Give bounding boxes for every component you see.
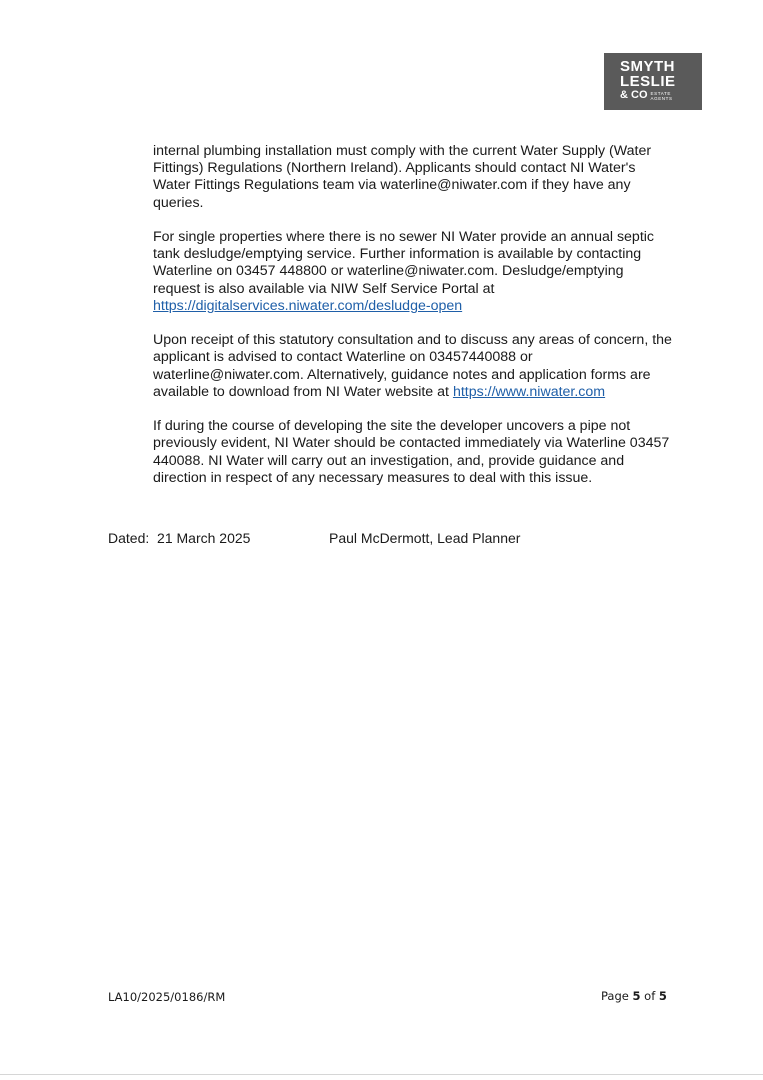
logo-co: & CO [620,89,648,101]
page-label: Page [601,989,629,1003]
bottom-divider [0,1074,763,1075]
dated-value: 21 March 2025 [157,530,251,546]
logo-tagline: ESTATE AGENTS [650,90,673,101]
signatory: Paul McDermott, Lead Planner [329,530,521,546]
paragraph-septic-tank-text: For single properties where there is no sewer NI Water provide an annual septic tank desludge/emptying service. Further information is available by contacting Waterline on 03457 448800 or waterline@niwater.com. Desludge/emptying request is also available via NIW Self Service Portal at [153,229,655,297]
desludge-portal-link[interactable]: https://digitalservices.niwater.com/desludge-open [153,297,463,314]
niwater-website-link[interactable]: https://www.niwater.com [452,383,606,400]
company-logo [604,53,702,110]
reference-number: LA10/2025/0186/RM [108,990,226,1004]
page-total: 5 [658,989,667,1003]
paragraph-plumbing: internal plumbing installation must comply with the current Water Supply (Water Fittings) Regulations (Northern Ireland). Applicants should contact NI Water's Water Fittings Regulations team via waterline@niwater.com if they have any queries. [153,143,652,211]
letter-body [153,143,673,504]
paragraph-septic-tank [153,229,673,315]
paragraph-consultation [153,332,673,401]
logo-line-2: LESLIE [620,73,676,90]
page-of: of [644,989,656,1003]
logo-line-3 [620,90,702,101]
dated-label: Dated: [108,530,150,546]
page-current: 5 [632,989,641,1003]
paragraph-consultation-text: Upon receipt of this statutory consultation and to discuss any areas of concern, the applicant is advised to contact Waterline on 03457440088 or waterline@niwater.com. Alternatively, guidance notes and application forms are available to download from NI Water website at [153,332,672,400]
dated-line [108,530,250,547]
logo-line-1: SMYTH [620,58,675,75]
page-number [601,989,667,1003]
paragraph-pipe-discovery: If during the course of developing the site the developer uncovers a pipe not previously evident, NI Water should be contacted immediately via Waterline 03457 440088. NI Water will carry out an investigation, and, provide guidance and direction in respect of any necessary measures to deal with this issue. [153,418,670,486]
